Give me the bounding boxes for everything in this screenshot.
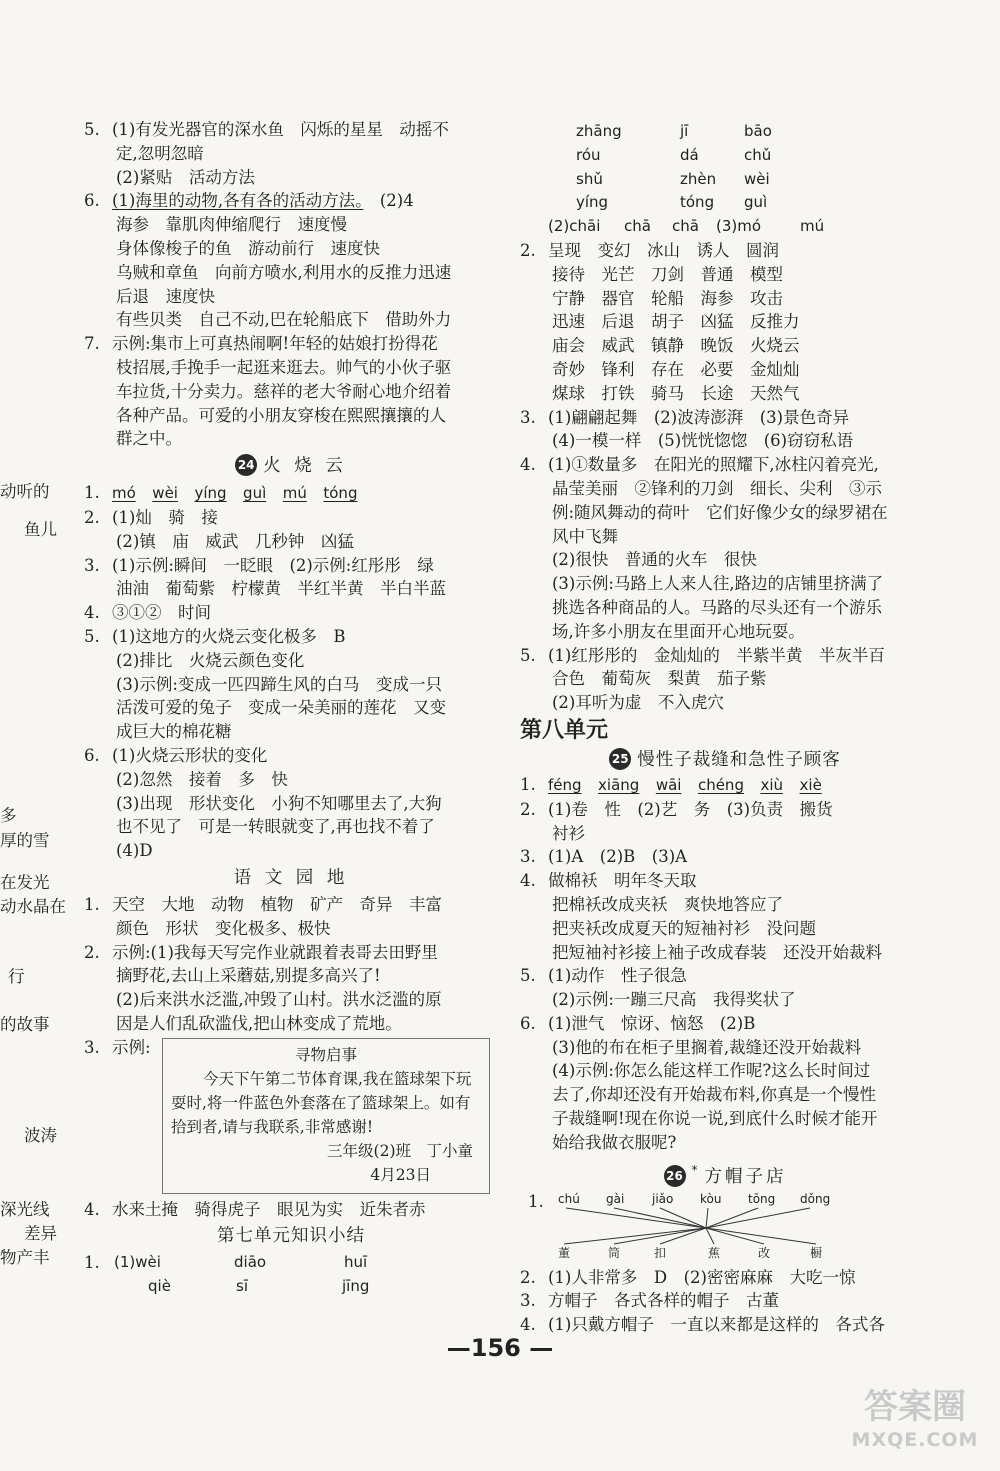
garden-q2: 2. 示例:(1)我每天写完作业就跟着表哥去田野里 [84, 942, 438, 962]
pinyin-row: shǔ zhèn wèi [576, 169, 770, 188]
chinese-garden-heading: 语 文 园 地 [233, 867, 349, 888]
summary-q5: 5. (1)红彤彤的 金灿灿的 半紫半黄 半灰半百 [520, 645, 885, 665]
strip-text: 物产丰 [0, 1247, 50, 1267]
left-cutoff-strip [0, 470, 68, 1270]
l26-q1-matching: 1. chú gài jiǎo kòu tōng dǒng 董 筒 扣 蕉 改 橱 [528, 1192, 930, 1266]
lesson-number-badge: 26 [664, 1165, 686, 1187]
lesson-25-heading [520, 747, 930, 773]
strip-text: 鱼儿 [24, 519, 57, 539]
l25-q4: 4. 做棉袄 明年冬天取 [520, 871, 697, 891]
lesson-title: 慢性子裁缝和急性子顾客 [637, 749, 841, 770]
unit-8-heading: 第八单元 [520, 717, 609, 743]
notice-title: 寻物启事 [294, 1045, 357, 1064]
l24-q6: 6. (1)火烧云形状的变化 [84, 745, 268, 765]
optional-lesson-star: * [691, 1162, 701, 1177]
strip-text: 的故事 [0, 1014, 50, 1034]
pinyin-row: yíng tóng guì [576, 193, 768, 212]
garden-q4: 4. 水来土掩 骑得虎子 眼见为实 近朱者赤 [84, 1199, 426, 1219]
lesson-title: 方帽子店 [704, 1166, 787, 1187]
lesson-number-badge: 24 [235, 454, 257, 476]
notice-date: 4月23日 [370, 1165, 431, 1184]
summary-q2: 2. 呈现 变幻 冰山 诱人 圆润 [520, 240, 779, 260]
pinyin-row: róu dá chǔ [576, 145, 772, 164]
summary-q4: 4. (1)①数量多 在阳光的照耀下,冰柱闪着亮光, [520, 455, 879, 475]
strip-text: 多 [0, 805, 17, 825]
answer-q6: 6. (1)海里的动物,各有各的活动方法。 (2)4 [84, 191, 414, 211]
watermark-url: MXQE.COM [851, 1429, 979, 1451]
strip-text: 深光线 [0, 1200, 50, 1220]
page-number: —156 — [446, 1334, 554, 1362]
l25-q1: 1. féng xiāng wāi chéng xiù xiè [520, 774, 822, 794]
l25-q2: 2. (1)卷 性 (2)艺 务 (3)负责 搬货 [520, 799, 833, 819]
lesson-26-heading [520, 1155, 930, 1192]
unit7-summary-heading: 第七单元知识小结 [217, 1226, 365, 1247]
summary-q3: 3. (1)翩翩起舞 (2)波涛澎湃 (3)景色奇异 [520, 407, 850, 427]
answer-column-right: zhāng jī bāo róu dá chǔ shǔ zhèn wèi yíng tóng guì (2)chāi chā chā (3)mó mú 2. 呈现 变幻 冰山 诱人 圆润 接待 光芒 刀剑 普通 模型 宁静 器官 轮船 海参 攻击 迅速 后退 胡子 凶猛 反推力 庙会 威武 镇静 晚饭 火烧云 奇妙 锋利 存在 必要 金灿灿 煤球 打铁 骑马 长途 天然气 3. (1)翩翩起舞 (2)波涛澎湃 (3)景色奇异 (4)一模一样 (5)恍恍惚惚 (6)窃窃私语 4. (1)①数量多 在阳光的照耀下,冰柱闪着亮光, 晶莹美丽 ②锋利的刀剑 细长、尖利 ③示 例:随风舞动的荷叶 它们好像少女的绿罗裙在 风中飞舞 (2)很快 普通的火车 很快 (3)示例:马路上人来人往,路边的店铺里挤满了 挑选各种商品的人。马路的尽头还有一个游乐 场,许多小朋友在里面开心地玩耍。 5. (1)红彤彤的 金灿灿的 半紫半黄 半灰半百 合色 葡萄灰 梨黄 茄子紫 (2)耳听为虚 不入虎穴 第八单元 25 慢性子裁缝和急性子顾客 1. féng xiāng wāi chéng xiù xiè 2. (1)卷 性 (2)艺 务 (3)负责 搬货 衬衫 3. (1)A (2)B (3)A 4. 做棉袄 明年冬天取 把棉袄改成夹袄 爽快地答应了 把夹袄改成夏天的短袖衬衫 没问题 把短袖衬衫接上袖子改成春装 还没开始裁料 5. (1)动作 性子很急 (2)示例:一蹦三尺高 我得奖状了 6. (1)泄气 惊讶、恼怒 (2)B (3)他的布在柜子里搁着,裁缝还没开始裁料 (4)示例:你怎么能这样工作呢?这么长时间过 去了,你却还没有开始裁布料,你真是一个慢性 子裁缝啊!现在你说一说,到底什么时候才能开 始给我做衣服呢? 26 * 方帽子店 1. chú gài jiǎo kòu tōng dǒng 董 筒 扣 蕉 改 橱 2. (1)人非常多 D (2)密密麻麻 大吃一惊 3. 方帽子 各式各样的帽子 古董 4. (1)只戴方帽子 一直以来都是这样的 各式各 [520, 120, 930, 1337]
l25-q3: 3. (1)A (2)B (3)A [520, 847, 688, 867]
lesson-24-heading [84, 451, 498, 481]
l26-q2: 2. (1)人非常多 D (2)密密麻麻 大吃一惊 [520, 1267, 856, 1287]
l24-q3: 3. (1)示例:瞬间 一眨眼 (2)示例:红彤彤 绿 [84, 555, 434, 575]
matching-lines [554, 1206, 854, 1246]
l26-q3: 3. 方帽子 各式各样的帽子 古董 [520, 1291, 779, 1311]
l24-q4: 4. ③①② 时间 [84, 603, 211, 623]
l24-q1: 1. mó wèi yíng guì mú tóng [84, 483, 358, 503]
watermark-text: 答案圈 [864, 1387, 966, 1427]
notice-body: 今天下午第二节体育课,我在篮球架下玩耍时,将一件蓝色外套落在了篮球架上。如有拾到者,请与我联系,非常感谢! [171, 1069, 472, 1136]
pinyin-row: (2)chāi chā chā (3)mó mú [548, 217, 825, 236]
l25-q5: 5. (1)动作 性子很急 [520, 966, 687, 986]
pinyin-row: zhāng jī bāo [576, 122, 772, 140]
strip-text: 动水晶在 [0, 896, 66, 916]
strip-text: 差异 [24, 1223, 57, 1243]
summary-q1: 1. (1)wèi diāo huī [84, 1253, 368, 1273]
l24-q5: 5. (1)这地方的火烧云变化极多 B [84, 626, 346, 646]
strip-text: 行 [8, 966, 25, 986]
garden-q3: 3. 示例: [84, 1037, 151, 1057]
l24-q2: 2. (1)灿 骑 接 [84, 507, 218, 527]
answer-column-left: 5. (1)有发光器官的深水鱼 闪烁的星星 动摇不 定,忽明忽暗 (2)紧贴 活动方法 6. (1)海里的动物,各有各的活动方法。 (2)4 海参 靠肌肉伸缩爬行 速度慢 身体像梭子的鱼 游动前行 速度快 乌贼和章鱼 向前方喷水,利用水的反推力迅速 后退 速度快 有些贝类 自己不动,巴在轮船底下 借助外力 7. 示例:集市上可真热闹啊!年轻的姑娘打扮得花 枝招展,手挽手一起逛来逛去。帅气的小伙子驱 车拉货,十分卖力。慈祥的老大爷耐心地介绍着 各种产品。可爱的小朋友穿梭在熙熙攘攘的人 群之中。 24 火 烧 云 1. mó wèi yíng guì mú tóng 2. (1)灿 骑 接 (2)镇 庙 威武 几秒钟 凶猛 3. (1)示例:瞬间 一眨眼 (2)示例:红彤彤 绿 油油 葡萄紫 柠檬黄 半红半黄 半白半蓝 4. ③①② 时间 5. (1)这地方的火烧云变化极多 B (2)排比 火烧云颜色变化 (3)示例:变成一匹四蹄生风的白马 变成一只 活泼可爱的兔子 变成一朵美丽的莲花 又变 成巨大的棉花糖 6. (1)火烧云形状的变化 (2)忽然 接着 多 快 (3)出现 形状变化 小狗不知哪里去了,大狗 也不见了 可是一转眼就变了,再也找不着了 (4)D 语 文 园 地 1. 天空 大地 动物 植物 矿产 奇异 丰富 颜色 形状 变化极多、极快 2. 示例:(1)我每天写完作业就跟着表哥去田野里 摘野花,去山上采蘑菇,别提多高兴了! (2)后来洪水泛滥,冲毁了山村。洪水泛滥的原 因是人们乱砍滥伐,把山林变成了荒地。 3. 示例: 寻物启事 今天下午第二节体育课,我在篮球架下玩耍时,将一件蓝色外套落在了篮球架上。如有拾到者,请与我联系,非常感谢! 三年级(2)班 丁小童 4月23日 4. 水来土掩 骑得虎子 眼见为实 近朱者赤 第七单元知识小结 1. (1)wèi diāo huī qiè sī jīng [84, 118, 498, 1299]
garden-q1: 1. 天空 大地 动物 植物 矿产 奇异 丰富 [84, 894, 442, 914]
lesson-number-badge: 25 [609, 748, 631, 770]
strip-text: 在发光 [0, 873, 50, 893]
strip-text: 厚的雪 [0, 831, 50, 851]
strip-text: 动听的 [0, 482, 50, 501]
strip-text: 波涛 [24, 1126, 57, 1146]
answer-q7: 7. 示例:集市上可真热闹啊!年轻的姑娘打扮得花 [84, 334, 438, 354]
watermark-logo [835, 1385, 995, 1465]
lesson-title: 火 烧 云 [263, 456, 347, 477]
answer-q5: 5. (1)有发光器官的深水鱼 闪烁的星星 动摇不 [84, 120, 449, 139]
notice-signature: 三年级(2)班 丁小童 [327, 1141, 473, 1160]
l25-q6: 6. (1)泄气 惊讶、恼怒 (2)B [520, 1013, 756, 1033]
l26-q4: 4. (1)只戴方帽子 一直以来都是这样的 各式各 [520, 1315, 885, 1335]
